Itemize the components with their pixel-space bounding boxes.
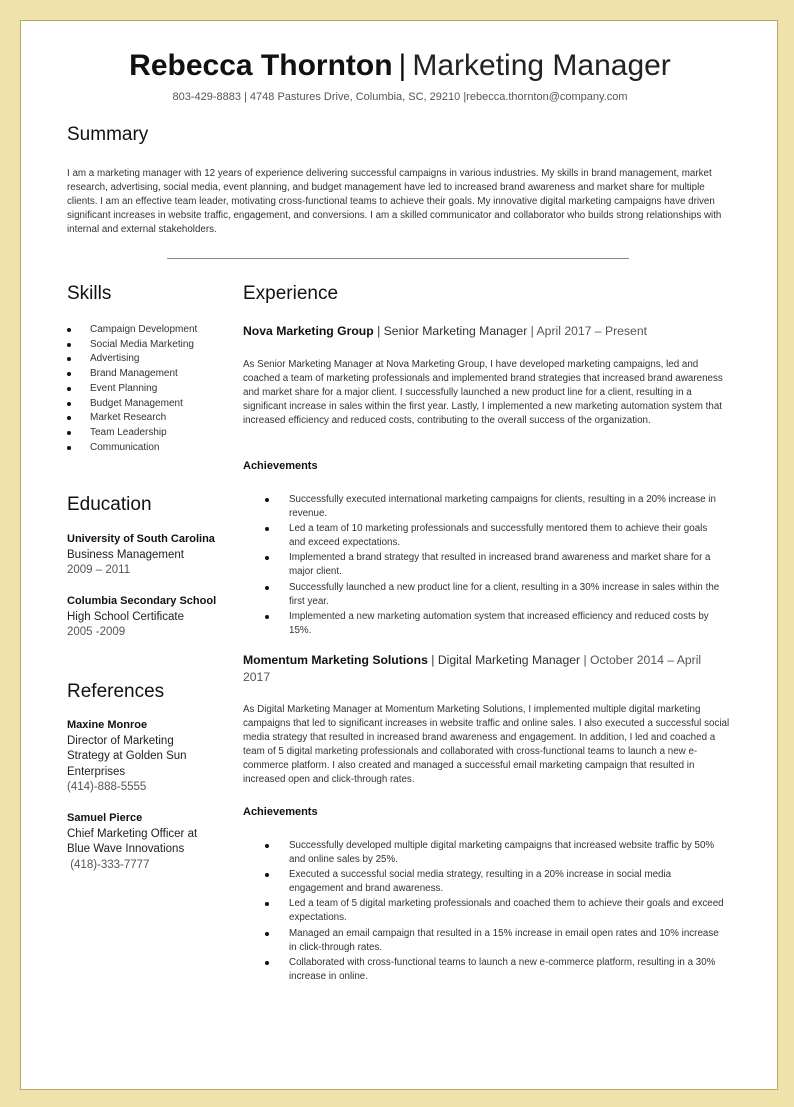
achievement-item: Led a team of 5 digital marketing professionals and coached them to achieve their goals and exceed expectations. bbox=[265, 897, 725, 925]
education-entry bbox=[67, 532, 237, 579]
job-header bbox=[243, 323, 723, 340]
skill-item: Market Research bbox=[67, 411, 237, 426]
job-dates: October 2014 – April 2017 bbox=[243, 653, 702, 684]
header-name-line bbox=[21, 49, 779, 83]
skill-item: Event Planning bbox=[67, 382, 237, 397]
job-position: Senior Marketing Manager bbox=[383, 324, 528, 338]
achievement-item: Implemented a new marketing automation system that increased efficiency and reduced costs by 15%. bbox=[265, 610, 725, 638]
achievements-heading: Achievements bbox=[243, 460, 318, 472]
skill-item: Advertising bbox=[67, 352, 237, 367]
achievement-item: Executed a successful social media strategy, resulting in a 20% increase in social media engagement and brand awareness. bbox=[265, 868, 725, 896]
job-description: As Senior Marketing Manager at Nova Marketing Group, I have developed marketing campaigns, led and coached a team of marketing professionals and implemented brand strategies that increased brand awareness and market share for a major client. I successfully launched a new product line for a client, resulting in a significant increase in sales within the first year. Lastly, I implemented a new marketing automation system that increased efficiency and reduced costs, contributing to the overall success of the organization. bbox=[243, 359, 723, 426]
header-separator: | bbox=[398, 49, 407, 82]
achievement-item: Collaborated with cross-functional teams to launch a new e-commerce platform, resulting in a 30% increase in online. bbox=[265, 956, 725, 984]
job-separator: | bbox=[373, 324, 384, 338]
job-separator: | bbox=[580, 653, 591, 667]
achievement-item: Successfully launched a new product line for a client, resulting in a 30% increase in sales within the first year. bbox=[265, 581, 725, 609]
references-heading: References bbox=[67, 681, 165, 702]
reference-phone: (418)-333-7777 bbox=[67, 858, 150, 871]
education-heading: Education bbox=[67, 494, 152, 515]
reference-entry bbox=[67, 718, 207, 796]
education-degree: Business Management bbox=[67, 548, 184, 561]
achievements-list bbox=[265, 839, 725, 985]
achievements-list bbox=[265, 493, 725, 639]
reference-phone: (414)-888-5555 bbox=[67, 781, 147, 793]
education-school: Columbia Secondary School bbox=[67, 595, 217, 607]
job-description: As Digital Marketing Manager at Momentum Marketing Solutions, I implemented multiple digital marketing campaigns that led to significant increases in website traffic and online sales. I also executed a successful social media strategy that resulted in increased brand awareness and engagement. In addition, I led and coached a team of 5 digital marketing professionals and collaborated with cross-functional teams to launch a new e-commerce platform. I also created and managed a successful email marketing campaign that resulted in increased open and click-through rates. bbox=[243, 704, 730, 785]
reference-name: Maxine Monroe bbox=[67, 719, 148, 731]
skill-item: Brand Management bbox=[67, 367, 237, 382]
skills-list bbox=[67, 323, 237, 455]
reference-name: Samuel Pierce bbox=[67, 812, 143, 824]
education-school: University of South Carolina bbox=[67, 533, 215, 545]
education-dates: 2005 -2009 bbox=[67, 626, 126, 638]
job-separator: | bbox=[427, 653, 438, 667]
reference-entry bbox=[67, 811, 217, 873]
reference-role: Chief Marketing Officer at Blue Wave Innovations bbox=[67, 827, 198, 855]
achievements-heading: Achievements bbox=[243, 806, 318, 818]
reference-role: Director of Marketing Strategy at Golden Sun Enterprises bbox=[67, 734, 187, 778]
summary-text: I am a marketing manager with 12 years of experience delivering successful campaigns in various industries. My skills in brand management, market research, advertising, social media, event planning, and budget management have led to increased brand awareness and market share for multiple clients. I am an effective team leader, motivating cross-functional teams to achieve their goals. My innovative digital marketing campaigns have driven significant increases in website traffic, engagement, and conversions. I am a skilled communicator and collaborator who builds strong relationships with internal and external stakeholders. bbox=[67, 168, 722, 235]
education-dates: 2009 – 2011 bbox=[67, 564, 131, 576]
job-position: Digital Marketing Manager bbox=[437, 653, 581, 667]
achievement-item: Successfully executed international marketing campaigns for clients, resulting in a 20% increase in revenue. bbox=[265, 493, 725, 521]
section-divider bbox=[167, 258, 629, 259]
job-dates: April 2017 – Present bbox=[536, 324, 647, 338]
education-entry bbox=[67, 594, 237, 641]
achievement-item: Led a team of 10 marketing professionals and successfully mentored them to achieve their goals and exceed expectations. bbox=[265, 522, 725, 550]
skill-item: Team Leadership bbox=[67, 426, 237, 441]
summary-heading: Summary bbox=[67, 124, 149, 145]
experience-heading: Experience bbox=[243, 283, 339, 304]
contact-line: 803-429-8883 | 4748 Pastures Drive, Columbia, SC, 29210 |rebecca.thornton@company.com bbox=[172, 91, 628, 103]
skills-heading: Skills bbox=[67, 283, 112, 304]
education-degree: High School Certificate bbox=[67, 610, 184, 623]
job-company: Momentum Marketing Solutions bbox=[243, 653, 428, 667]
candidate-name: Rebecca Thornton bbox=[129, 49, 393, 82]
achievement-item: Successfully developed multiple digital marketing campaigns that increased website traffic by 50% and online sales by 25%. bbox=[265, 839, 725, 867]
candidate-title: Marketing Manager bbox=[412, 49, 671, 82]
achievement-item: Implemented a brand strategy that resulted in increased brand awareness and market share for a major client. bbox=[265, 551, 725, 579]
skill-item: Budget Management bbox=[67, 397, 237, 412]
job-separator: | bbox=[527, 324, 537, 338]
achievement-item: Managed an email campaign that resulted in a 15% increase in email open rates and 10% increase in click-through rates. bbox=[265, 927, 725, 955]
resume-page bbox=[20, 20, 778, 1090]
skill-item: Communication bbox=[67, 441, 237, 456]
job-header bbox=[243, 652, 713, 685]
job-company: Nova Marketing Group bbox=[243, 324, 374, 338]
skill-item: Social Media Marketing bbox=[67, 338, 237, 353]
skill-item: Campaign Development bbox=[67, 323, 237, 338]
